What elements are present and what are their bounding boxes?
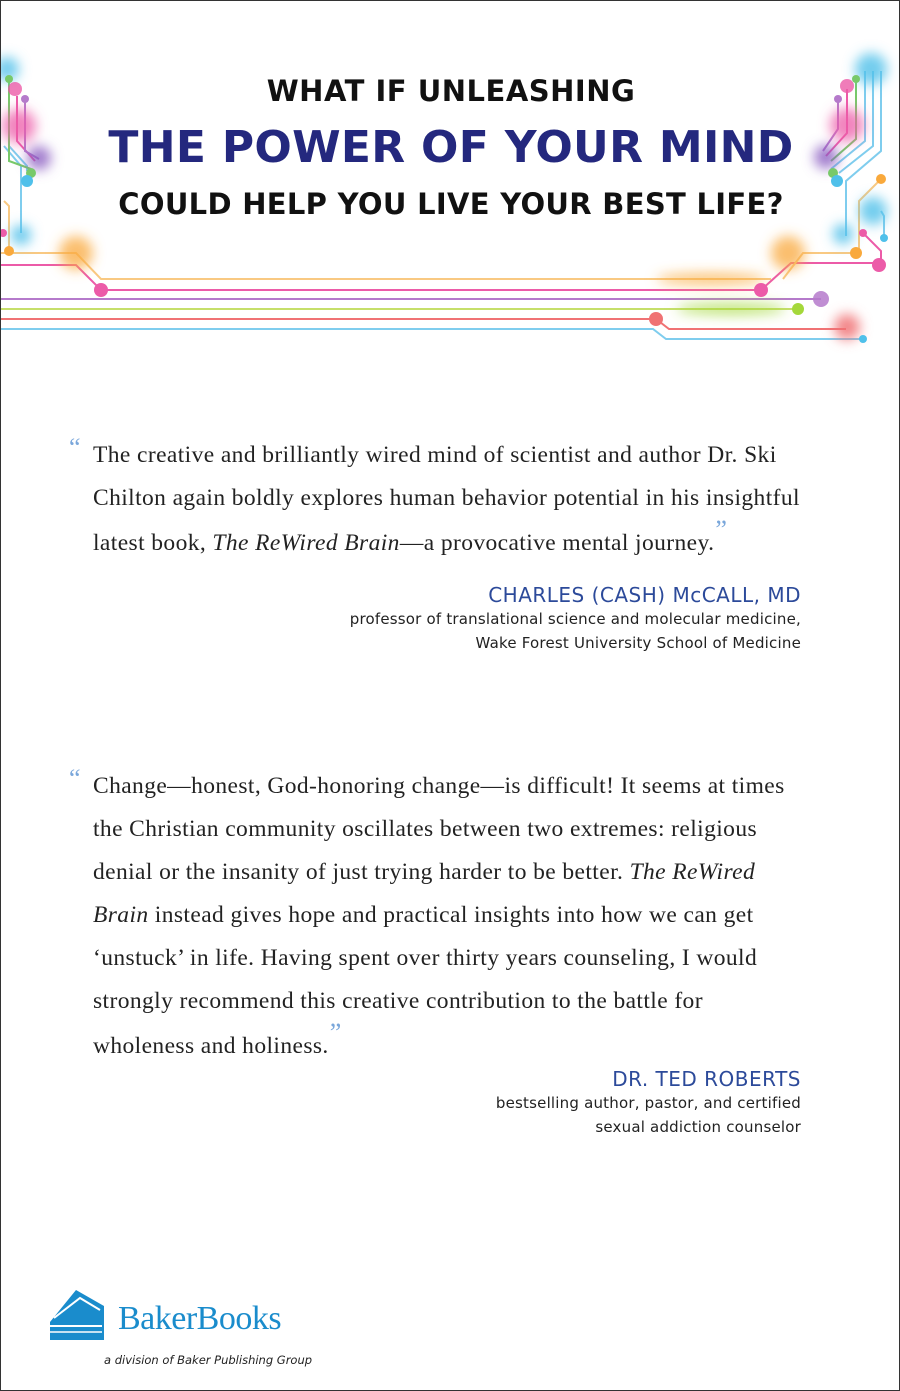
quote-text: —a provocative mental journey. xyxy=(399,530,715,556)
headline-line-3: COULD HELP YOU LIVE YOUR BEST LIFE? xyxy=(118,187,784,221)
quote-text: instead gives hope and practical insights into how we can get ‘unstuck’ in life. Having spent over thirty years counseling, I would strongly recommend this creative contribution to the battle for wholeness and holiness. xyxy=(93,902,758,1059)
book-title: The ReWired Brain xyxy=(212,530,400,556)
close-quote-icon: ” xyxy=(715,515,728,544)
headline-line-1: WHAT IF UNLEASHING xyxy=(266,74,636,108)
endorsement-attribution-2 xyxy=(496,1067,801,1139)
book-title: The ReWired Brain xyxy=(93,859,756,928)
publisher-tagline: a division of Baker Publishing Group xyxy=(104,1353,313,1367)
quote-text: The creative and brilliantly wired mind of scientist and author Dr. Ski Chilton again boldly explores human behavior potential in his insightful latest book, xyxy=(93,442,800,556)
endorsement-quote-2 xyxy=(69,764,805,1068)
publisher-logo xyxy=(46,1288,313,1367)
endorser-name: CHARLES (CASH) McCALL, MD xyxy=(488,583,801,607)
open-quote-icon: “ xyxy=(69,764,81,793)
open-quote-icon: “ xyxy=(69,433,81,462)
publisher-name: BakerBooks xyxy=(118,1300,282,1337)
endorser-name: DR. TED ROBERTS xyxy=(612,1067,801,1091)
quote-text: Change—honest, God-honoring change—is difficult! It seems at times the Christian community oscillates between two extremes: religious denial or the insanity of just trying harder to be better. xyxy=(93,773,785,885)
endorser-role: bestselling author, pastor, and certified xyxy=(495,1094,801,1112)
endorser-role: Wake Forest University School of Medicine xyxy=(475,634,801,652)
endorser-role: professor of translational science and molecular medicine, xyxy=(349,610,801,628)
headline-line-2: THE POWER OF YOUR MIND xyxy=(108,122,794,173)
endorsement-quote-1 xyxy=(69,433,805,565)
endorser-role: sexual addiction counselor xyxy=(595,1118,801,1136)
endorsement-attribution-1 xyxy=(350,583,801,655)
close-quote-icon: ” xyxy=(329,1018,342,1047)
open-book-icon xyxy=(46,1288,121,1343)
circuit-decoration-icon xyxy=(1,1,900,361)
